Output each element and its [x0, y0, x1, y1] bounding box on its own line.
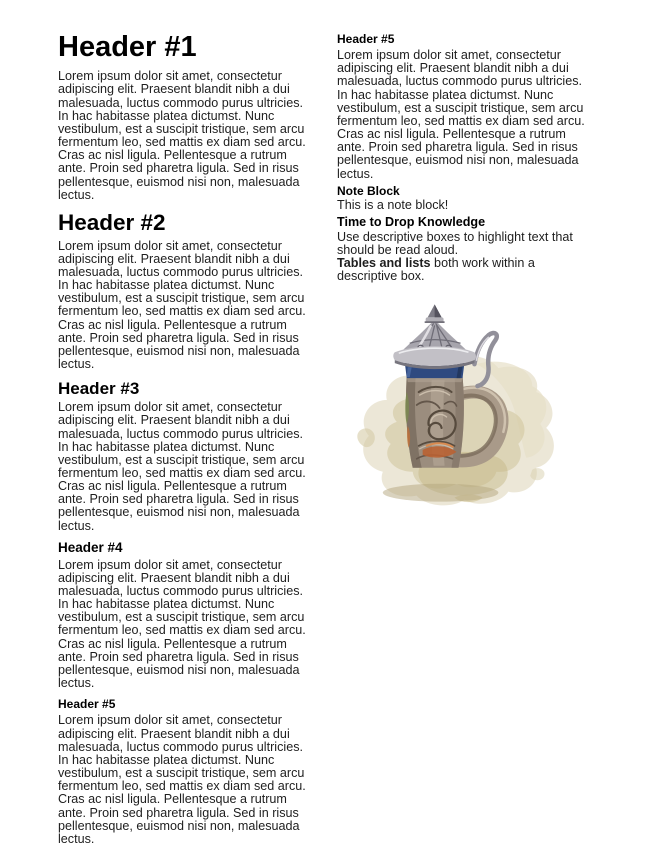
- knowledge-text: Use descriptive boxes to highlight text that should be read aloud.: [337, 229, 573, 258]
- note-block-text: This is a note block!: [337, 197, 449, 212]
- paragraph-1: Lorem ipsum dolor sit amet, consectetur adipiscing elit. Praesent blandit nibh a dui malesuada, luctus commodo purus ultricies. In hac habitasse platea dictumst. Nunc vestibulum, est a suscipit tristique, sem arcu fermentum leo, sed mattis ex diam sed arcu. Cras ac nisl ligula. Pellentesque a rutrum ante. Proin sed pharetra ligula. Sed in risus pellentesque, euismod nisi non, malesuada lectus.: [58, 69, 306, 202]
- paragraph-5: Lorem ipsum dolor sit amet, consectetur adipiscing elit. Praesent blandit nibh a dui malesuada, luctus commodo purus ultricies. In hac habitasse platea dictumst. Nunc vestibulum, est a suscipit tristique, sem arcu fermentum leo, sed mattis ex diam sed arcu. Cras ac nisl ligula. Pellentesque a rutrum ante. Proin sed pharetra ligula. Sed in risus pellentesque, euismod nisi non, malesuada lectus.: [58, 713, 306, 846]
- header-2: Header #2: [58, 209, 166, 235]
- tables-note-rest: both work within a descriptive box.: [337, 256, 535, 284]
- header-4: Header #4: [58, 539, 123, 555]
- stein-lid: [393, 320, 476, 369]
- tables-note-text: [337, 257, 592, 283]
- left-column: [58, 31, 313, 846]
- paragraph-3: Lorem ipsum dolor sit amet, consectetur adipiscing elit. Praesent blandit nibh a dui malesuada, luctus commodo purus ultricies. In hac habitasse platea dictumst. Nunc vestibulum, est a suscipit tristique, sem arcu fermentum leo, sed mattis ex diam sed arcu. Cras ac nisl ligula. Pellentesque a rutrum ante. Proin sed pharetra ligula. Sed in risus pellentesque, euismod nisi non, malesuada lectus.: [58, 400, 306, 533]
- header-1: Header #1: [58, 31, 197, 63]
- stein-body: [405, 376, 464, 468]
- note-block-title: Note Block: [337, 183, 400, 198]
- tables-note-bold: Tables and lists: [337, 256, 431, 271]
- paragraph-4: Lorem ipsum dolor sit amet, consectetur adipiscing elit. Praesent blandit nibh a dui malesuada, luctus commodo purus ultricies. In hac habitasse platea dictumst. Nunc vestibulum, est a suscipit tristique, sem arcu fermentum leo, sed mattis ex diam sed arcu. Cras ac nisl ligula. Pellentesque a rutrum ante. Proin sed pharetra ligula. Sed in risus pellentesque, euismod nisi non, malesuada lectus.: [58, 557, 306, 691]
- stein-shadow: [383, 483, 499, 501]
- stein-finial: [425, 304, 445, 323]
- knowledge-title: Time to Drop Knowledge: [337, 215, 486, 230]
- header-5: Header #5: [58, 697, 116, 712]
- paragraph-right: Lorem ipsum dolor sit amet, consectetur adipiscing elit. Praesent blandit nibh a dui malesuada, luctus commodo purus ultricies. In hac habitasse platea dictumst. Nunc vestibulum, est a suscipit tristique, sem arcu fermentum leo, sed mattis ex diam sed arcu. Cras ac nisl ligula. Pellentesque a rutrum ante. Proin sed pharetra ligula. Sed in risus pellentesque, euismod nisi non, malesuada lectus.: [337, 48, 585, 181]
- header-5-right: Header #5: [337, 32, 395, 46]
- beer-stein-figure: [337, 300, 592, 510]
- right-column: [337, 32, 592, 814]
- header-3: Header #3: [58, 379, 140, 399]
- paragraph-2: Lorem ipsum dolor sit amet, consectetur adipiscing elit. Praesent blandit nibh a dui malesuada, luctus commodo purus ultricies. In hac habitasse platea dictumst. Nunc vestibulum, est a suscipit tristique, sem arcu fermentum leo, sed mattis ex diam sed arcu. Cras ac nisl ligula. Pellentesque a rutrum ante. Proin sed pharetra ligula. Sed in risus pellentesque, euismod nisi non, malesuada lectus.: [58, 238, 306, 372]
- beer-stein-illustration: [337, 300, 592, 510]
